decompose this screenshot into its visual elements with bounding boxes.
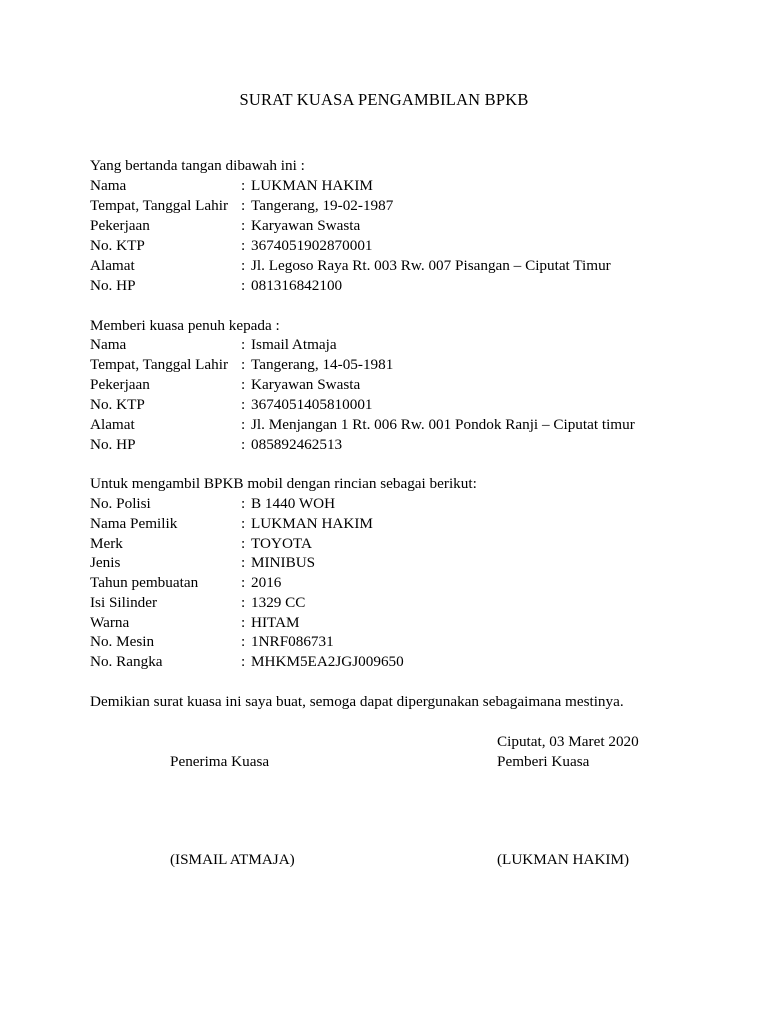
field-separator: :: [241, 237, 246, 254]
field-value: LUKMAN HAKIM: [251, 177, 373, 194]
grantee-intro: Memberi kuasa penuh kepada :: [90, 317, 280, 334]
field-separator: :: [241, 356, 246, 373]
field-separator: :: [241, 436, 246, 453]
field-value: MINIBUS: [251, 554, 316, 571]
field-label: Pekerjaan: [90, 217, 150, 234]
field-separator: :: [241, 633, 246, 650]
field-label: No. KTP: [90, 237, 145, 254]
field-label: No. Rangka: [90, 653, 163, 670]
field-value: 1NRF086731: [251, 633, 334, 650]
field-value: Ismail Atmaja: [251, 336, 337, 353]
field-value: Karyawan Swasta: [251, 376, 361, 393]
field-label: Nama Pemilik: [90, 515, 178, 532]
document-title: SURAT KUASA PENGAMBILAN BPKB: [239, 90, 529, 109]
field-label: Jenis: [90, 554, 121, 571]
field-label: No. HP: [90, 436, 136, 453]
field-separator: :: [241, 574, 246, 591]
field-label: Tempat, Tanggal Lahir: [90, 197, 229, 214]
field-value: 2016: [251, 574, 282, 591]
field-label: Isi Silinder: [90, 594, 158, 611]
field-label: Alamat: [90, 257, 135, 274]
field-label: No. Mesin: [90, 633, 155, 650]
field-value: Karyawan Swasta: [251, 217, 361, 234]
field-label: No. Polisi: [90, 495, 151, 512]
field-value: 081316842100: [251, 277, 343, 294]
field-label: Pekerjaan: [90, 376, 150, 393]
field-value: Tangerang, 14-05-1981: [251, 356, 394, 373]
field-label: Alamat: [90, 416, 135, 433]
field-separator: :: [241, 336, 246, 353]
field-label: No. KTP: [90, 396, 145, 413]
field-value: Jl. Menjangan 1 Rt. 006 Rw. 001 Pondok Ranji – Ciputat timur: [251, 416, 635, 433]
closing-statement: Demikian surat kuasa ini saya buat, semoga dapat dipergunakan sebagaimana mestinya.: [90, 693, 624, 710]
field-separator: :: [241, 495, 246, 512]
field-separator: :: [241, 376, 246, 393]
giver-name: (LUKMAN HAKIM): [497, 851, 630, 868]
field-value: 085892462513: [251, 436, 343, 453]
field-label: Merk: [90, 535, 123, 552]
field-label: Nama: [90, 336, 127, 353]
field-value: 1329 CC: [251, 594, 306, 611]
field-value: B 1440 WOH: [251, 495, 336, 512]
field-value: 3674051902870001: [251, 237, 373, 254]
field-separator: :: [241, 653, 246, 670]
field-label: Tahun pembuatan: [90, 574, 199, 591]
receiver-role: Penerima Kuasa: [170, 753, 270, 770]
grantor-intro: Yang bertanda tangan dibawah ini :: [90, 157, 305, 174]
field-separator: :: [241, 257, 246, 274]
field-separator: :: [241, 515, 246, 532]
field-value: MHKM5EA2JGJ009650: [251, 653, 404, 670]
field-separator: :: [241, 396, 246, 413]
field-separator: :: [241, 535, 246, 552]
giver-role: Pemberi Kuasa: [497, 753, 590, 770]
field-value: LUKMAN HAKIM: [251, 515, 373, 532]
field-label: No. HP: [90, 277, 136, 294]
field-label: Tempat, Tanggal Lahir: [90, 356, 229, 373]
field-separator: :: [241, 594, 246, 611]
field-value: Jl. Legoso Raya Rt. 003 Rw. 007 Pisangan – Ciputat Timur: [251, 257, 611, 274]
field-value: TOYOTA: [251, 535, 312, 552]
field-label: Nama: [90, 177, 127, 194]
field-separator: :: [241, 416, 246, 433]
field-label: Warna: [90, 614, 130, 631]
field-value: Tangerang, 19-02-1987: [251, 197, 394, 214]
field-separator: :: [241, 554, 246, 571]
field-value: HITAM: [251, 614, 300, 631]
field-separator: :: [241, 277, 246, 294]
place-date: Ciputat, 03 Maret 2020: [497, 733, 639, 750]
field-separator: :: [241, 177, 246, 194]
field-separator: :: [241, 614, 246, 631]
field-value: 3674051405810001: [251, 396, 373, 413]
receiver-name: (ISMAIL ATMAJA): [170, 851, 295, 868]
field-separator: :: [241, 197, 246, 214]
vehicle-intro: Untuk mengambil BPKB mobil dengan rincian sebagai berikut:: [90, 475, 477, 492]
field-separator: :: [241, 217, 246, 234]
